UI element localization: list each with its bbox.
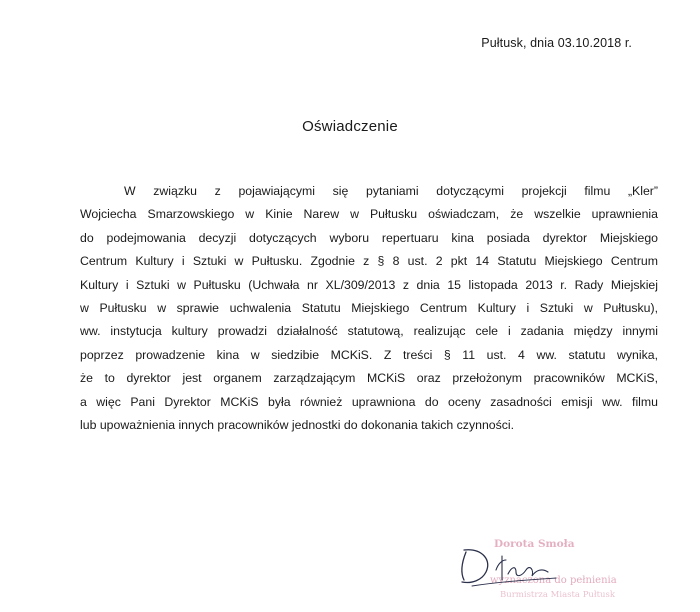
body-line: Kultury i Sztuki w Pułtusku (Uchwała nr XL/309/2013 z dnia 15 listopada 2013 r. Rady Miejskiej: [80, 277, 658, 292]
body-line: ww. instytucja kultury prowadzi działalność statutową, realizując cele i zadania między innymi: [80, 324, 658, 339]
body-line: w Pułtusku w sprawie uchwalenia Statutu Miejskiego Centrum Kultury i Sztuki w Pułtusku),: [80, 300, 658, 315]
body-line: Centrum Kultury i Sztuki w Pułtusku. Zgodnie z § 8 ust. 2 pkt 14 Statutu Miejskiego Centrum: [80, 254, 658, 269]
body-line: W związku z pojawiającymi się pytaniami dotyczącymi projekcji filmu „Kler”: [124, 184, 658, 198]
body-line: a więc Pani Dyrektor MCKiS była również uprawniona do oceny zasadności emisji ww. filmu: [80, 394, 658, 409]
body-line: Wojciecha Smarzowskiego w Kinie Narew w Pułtusku oświadczam, że wszelkie uprawnienia: [80, 207, 658, 222]
stamp-role: wyznaczona do pełnienia: [490, 575, 617, 586]
body-line: że to dyrektor jest organem zarządzającym MCKiS oraz przełożonym pracowników MCKiS,: [80, 371, 658, 386]
statement-body: [80, 180, 658, 437]
body-line: do podejmowania decyzji dotyczących wyboru repertuaru kina posiada dyrektor Miejskiego: [80, 230, 658, 245]
document-title: Oświadczenie: [302, 118, 398, 135]
handwritten-signature: [452, 540, 562, 590]
place-date: Pułtusk, dnia 03.10.2018 r.: [481, 36, 632, 50]
body-line: lub upoważnienia innych pracowników jednostki do dokonania takich czynności.: [80, 417, 515, 432]
stamp-office: Burmistrza Miasta Pułtusk: [500, 590, 616, 600]
stamp-name: Dorota Smoła: [494, 538, 575, 550]
body-line: poprzez prowadzenie kina w siedzibie MCKiS. Z treści § 11 ust. 4 ww. statutu wynika,: [80, 347, 658, 362]
